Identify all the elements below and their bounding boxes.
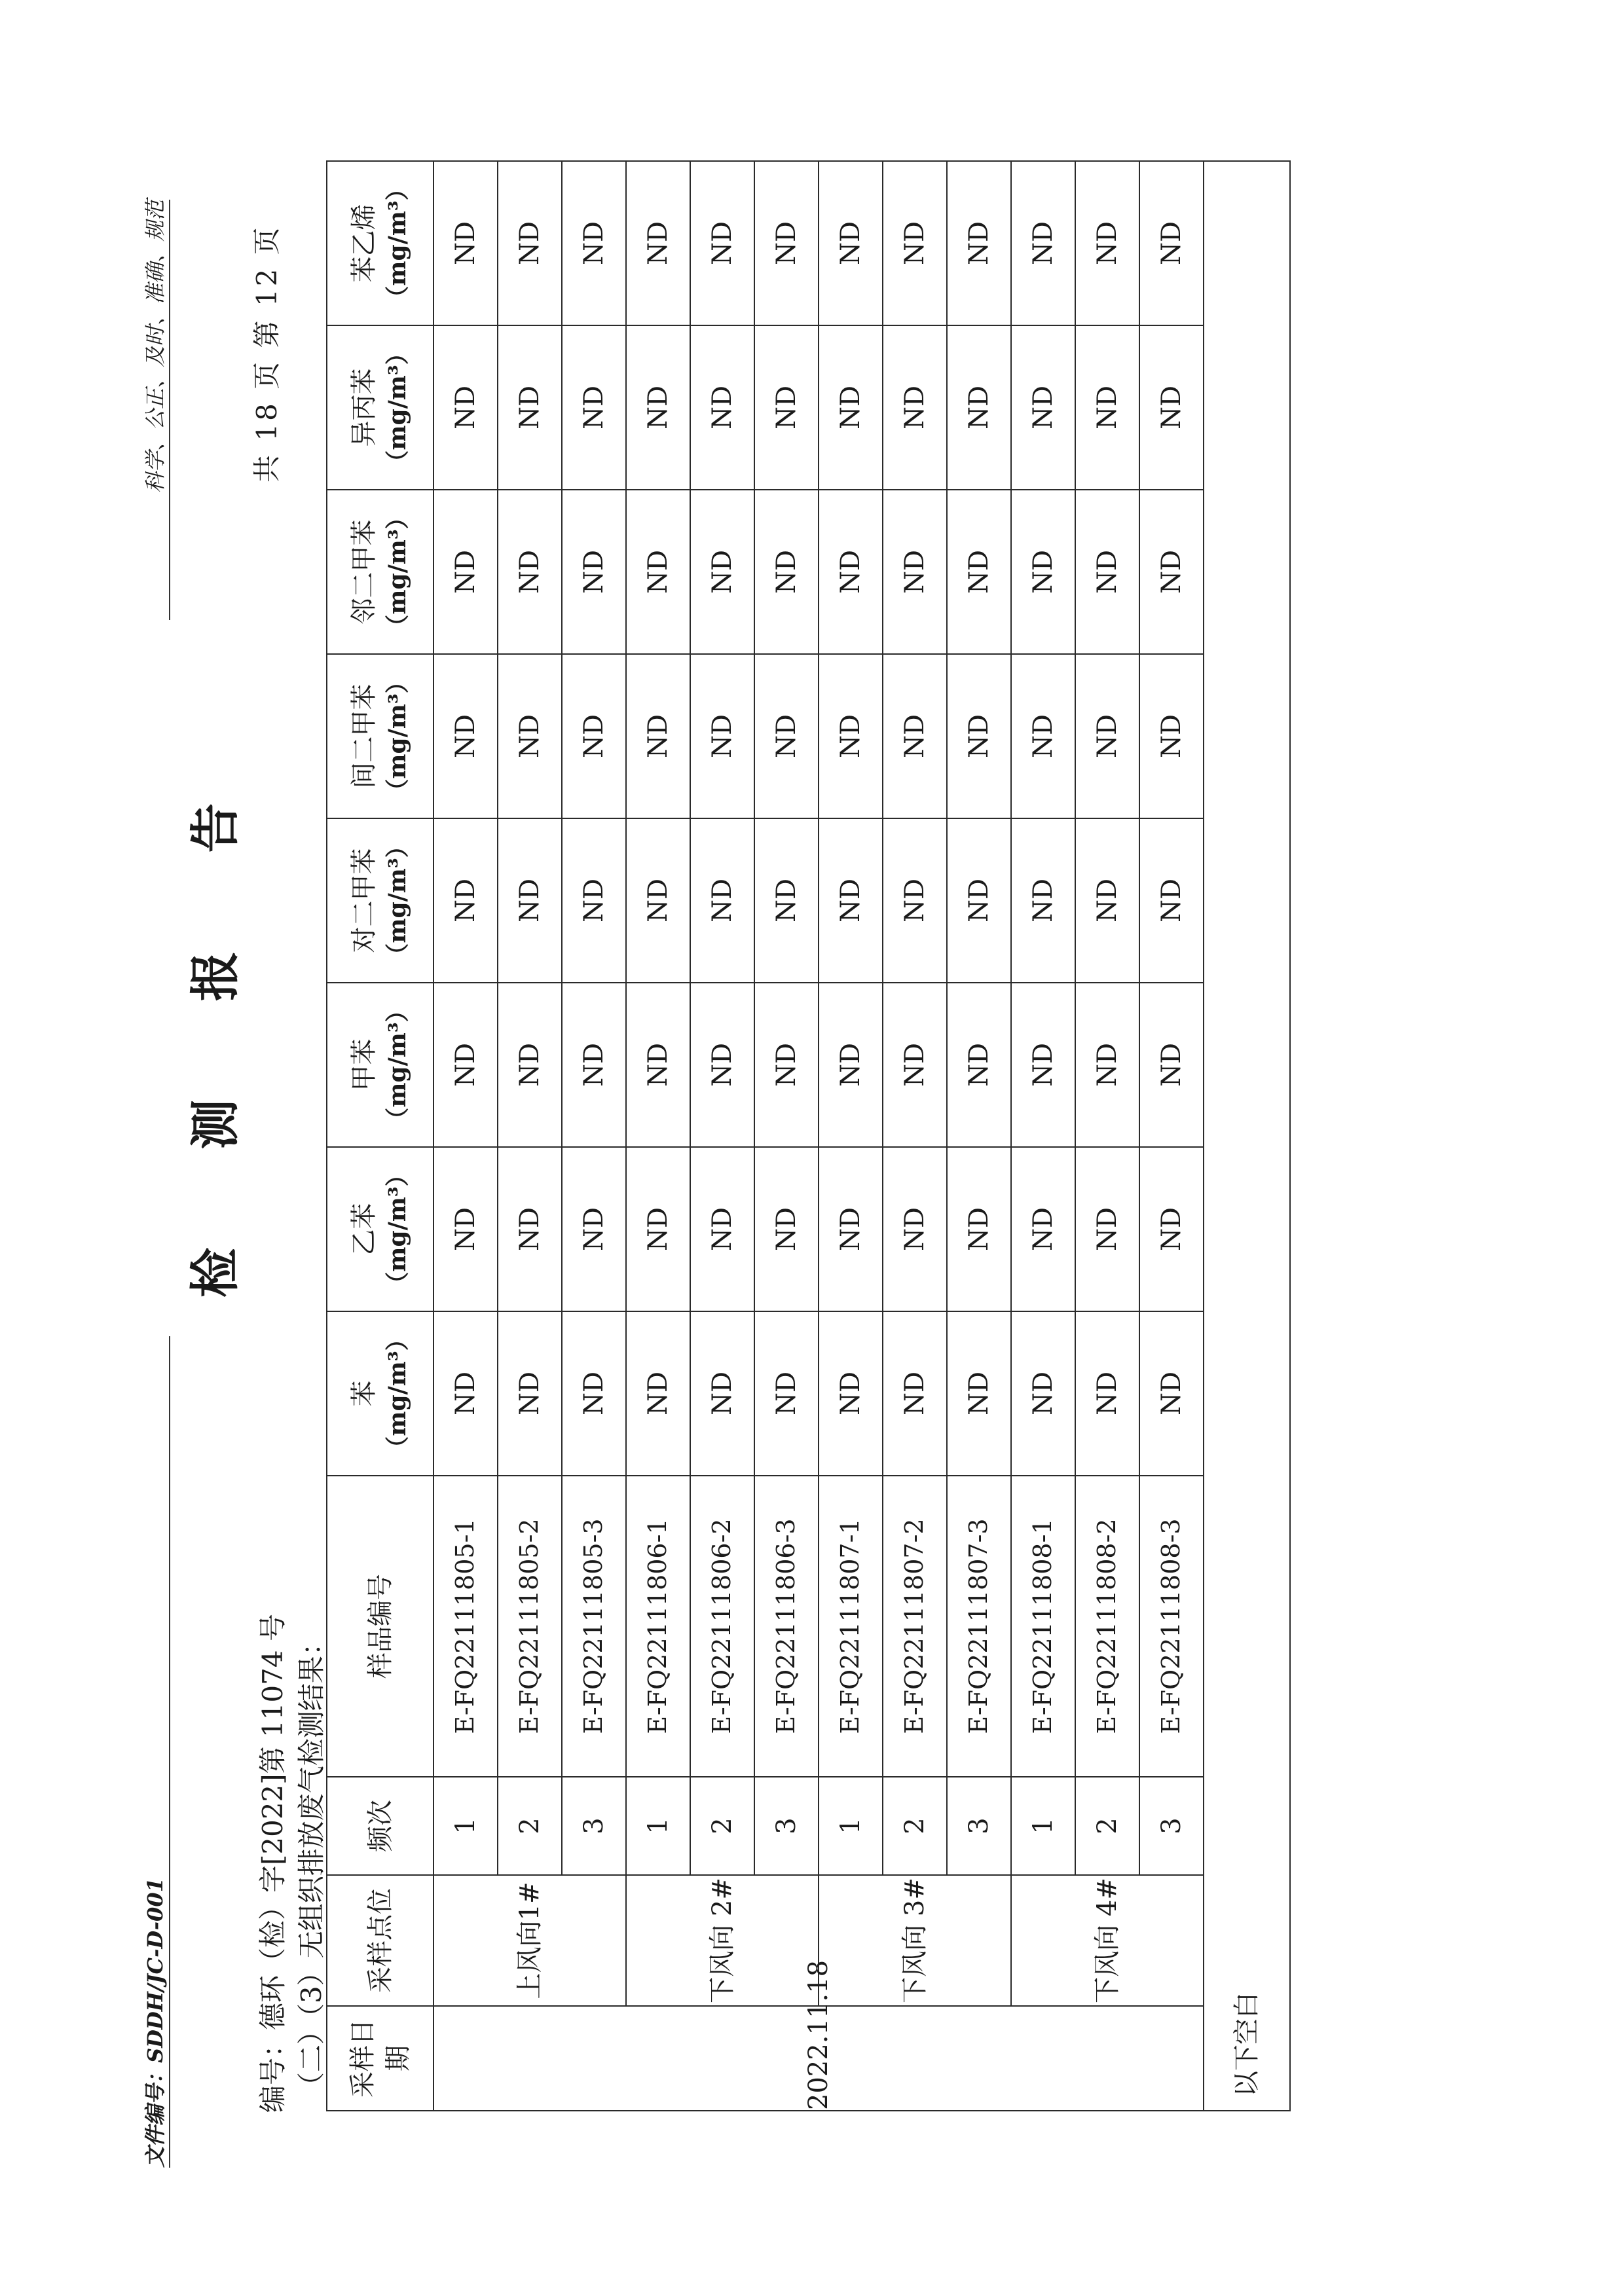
- result-value-cell: ND: [690, 1311, 754, 1476]
- result-value-cell: ND: [690, 161, 754, 325]
- result-value-cell: ND: [434, 325, 498, 490]
- result-value-cell: ND: [562, 1311, 626, 1476]
- sampling-point-cell: 下风向 4#: [1011, 1875, 1204, 2006]
- result-value-cell: ND: [1011, 161, 1075, 325]
- result-value-cell: ND: [498, 490, 562, 654]
- header-styrene: 苯乙烯 （mg/m³）: [327, 161, 434, 325]
- result-value-cell: ND: [434, 161, 498, 325]
- result-value-cell: ND: [690, 818, 754, 983]
- frequency-cell: 1: [626, 1777, 690, 1875]
- header-o-xylene: 邻二甲苯 （mg/m³）: [327, 490, 434, 654]
- result-value-cell: ND: [883, 818, 947, 983]
- result-value-cell: ND: [947, 983, 1011, 1147]
- result-value-cell: ND: [1011, 1311, 1075, 1476]
- result-value-cell: ND: [1139, 1311, 1204, 1476]
- result-value-cell: ND: [434, 1147, 498, 1311]
- sample-id-cell: E-FQ22111808-2: [1075, 1476, 1139, 1777]
- result-value-cell: ND: [819, 490, 883, 654]
- result-value-cell: ND: [690, 654, 754, 818]
- motto: 科学、公正、及时、准确、规范: [143, 200, 168, 494]
- table-row: [1139, 161, 1204, 2111]
- result-value-cell: ND: [883, 1311, 947, 1476]
- result-value-cell: ND: [754, 818, 819, 983]
- sample-id-cell: E-FQ22111805-1: [434, 1476, 498, 1777]
- result-value-cell: ND: [1075, 161, 1139, 325]
- result-value-cell: ND: [819, 654, 883, 818]
- result-value-cell: ND: [1075, 654, 1139, 818]
- report-number: 编号：德环（检）字[2022]第 11074 号: [257, 1614, 289, 2113]
- result-value-cell: ND: [498, 818, 562, 983]
- result-value-cell: ND: [626, 490, 690, 654]
- result-value-cell: ND: [626, 325, 690, 490]
- result-value-cell: ND: [947, 1147, 1011, 1311]
- report-title: 检 测 报 告: [186, 762, 244, 1298]
- result-value-cell: ND: [883, 325, 947, 490]
- results-table: [326, 160, 1291, 2111]
- unit-label: （mg/m³）: [384, 834, 412, 967]
- table-row: [947, 161, 1011, 2111]
- unit-label: （mg/m³）: [384, 1163, 412, 1296]
- result-value-cell: ND: [434, 490, 498, 654]
- table-row: [498, 161, 562, 2111]
- result-value-cell: ND: [626, 1147, 690, 1311]
- frequency-cell: 3: [947, 1777, 1011, 1875]
- result-value-cell: ND: [754, 983, 819, 1147]
- result-value-cell: ND: [1075, 1147, 1139, 1311]
- sampling-date-cell: 2022.11.18: [434, 2006, 1204, 2111]
- unit-label: （mg/m³）: [384, 670, 412, 803]
- unit-label: （mg/m³）: [384, 177, 412, 310]
- result-value-cell: ND: [1011, 325, 1075, 490]
- sampling-point-cell: 下风向 2#: [626, 1875, 819, 2006]
- result-value-cell: ND: [498, 1311, 562, 1476]
- header-rule: [169, 1336, 170, 2168]
- result-value-cell: ND: [498, 161, 562, 325]
- result-value-cell: ND: [883, 654, 947, 818]
- result-value-cell: ND: [947, 490, 1011, 654]
- result-value-cell: ND: [754, 490, 819, 654]
- result-value-cell: ND: [1011, 818, 1075, 983]
- result-value-cell: ND: [434, 983, 498, 1147]
- result-value-cell: ND: [1139, 818, 1204, 983]
- table-row: [1011, 161, 1075, 2111]
- frequency-cell: 1: [1011, 1777, 1075, 1875]
- result-value-cell: ND: [562, 1147, 626, 1311]
- result-value-cell: ND: [562, 325, 626, 490]
- unit-label: （mg/m³）: [384, 998, 412, 1131]
- frequency-cell: 2: [883, 1777, 947, 1875]
- blank-below-note: 以下空白: [1204, 161, 1290, 2111]
- result-value-cell: ND: [947, 654, 1011, 818]
- table-row: [434, 161, 498, 2111]
- unit-label: （mg/m³）: [384, 505, 412, 638]
- table-row: [1075, 161, 1139, 2111]
- table-row: [626, 161, 690, 2111]
- sample-id-cell: E-FQ22111807-3: [947, 1476, 1011, 1777]
- sample-id-cell: E-FQ22111807-1: [819, 1476, 883, 1777]
- unit-label: （mg/m³）: [384, 341, 412, 474]
- frequency-cell: 3: [754, 1777, 819, 1875]
- result-value-cell: ND: [883, 161, 947, 325]
- sample-id-cell: E-FQ22111806-3: [754, 1476, 819, 1777]
- result-value-cell: ND: [1139, 983, 1204, 1147]
- header-ethylbenzene: 乙苯 （mg/m³）: [327, 1147, 434, 1311]
- sample-id-cell: E-FQ22111807-2: [883, 1476, 947, 1777]
- result-value-cell: ND: [562, 161, 626, 325]
- result-value-cell: ND: [819, 1147, 883, 1311]
- result-value-cell: ND: [1139, 654, 1204, 818]
- result-value-cell: ND: [1075, 325, 1139, 490]
- result-value-cell: ND: [562, 654, 626, 818]
- result-value-cell: ND: [1011, 654, 1075, 818]
- sampling-point-cell: 上风向1#: [434, 1875, 626, 2006]
- result-value-cell: ND: [947, 1311, 1011, 1476]
- header-m-xylene: 间二甲苯 （mg/m³）: [327, 654, 434, 818]
- result-value-cell: ND: [819, 325, 883, 490]
- result-value-cell: ND: [819, 1311, 883, 1476]
- result-value-cell: ND: [626, 818, 690, 983]
- result-value-cell: ND: [1139, 325, 1204, 490]
- result-value-cell: ND: [434, 818, 498, 983]
- result-value-cell: ND: [883, 490, 947, 654]
- result-value-cell: ND: [1011, 983, 1075, 1147]
- result-value-cell: ND: [819, 818, 883, 983]
- page-info: 共 18 页 第 12 页: [251, 225, 283, 483]
- header-frequency: 频次: [327, 1777, 434, 1875]
- result-value-cell: ND: [690, 983, 754, 1147]
- footer-row: [1204, 161, 1290, 2111]
- result-value-cell: ND: [1139, 1147, 1204, 1311]
- result-value-cell: ND: [690, 325, 754, 490]
- result-value-cell: ND: [626, 654, 690, 818]
- result-value-cell: ND: [498, 325, 562, 490]
- result-value-cell: ND: [690, 1147, 754, 1311]
- header-rule: [169, 200, 170, 620]
- result-value-cell: ND: [498, 1147, 562, 1311]
- header-benzene: 苯 （mg/m³）: [327, 1311, 434, 1476]
- result-value-cell: ND: [947, 818, 1011, 983]
- result-value-cell: ND: [562, 818, 626, 983]
- table-row: [754, 161, 819, 2111]
- result-value-cell: ND: [883, 1147, 947, 1311]
- sample-id-cell: E-FQ22111806-1: [626, 1476, 690, 1777]
- table-row: [690, 161, 754, 2111]
- sample-id-cell: E-FQ22111806-2: [690, 1476, 754, 1777]
- result-value-cell: ND: [690, 490, 754, 654]
- table-row: [562, 161, 626, 2111]
- sample-id-cell: E-FQ22111805-3: [562, 1476, 626, 1777]
- sample-id-cell: E-FQ22111808-1: [1011, 1476, 1075, 1777]
- result-value-cell: ND: [1011, 490, 1075, 654]
- result-value-cell: ND: [947, 325, 1011, 490]
- results-body: [434, 161, 1204, 2111]
- sample-id-cell: E-FQ22111808-3: [1139, 1476, 1204, 1777]
- header-row: [327, 161, 434, 2111]
- frequency-cell: 3: [1139, 1777, 1204, 1875]
- header-date: 采样日期: [327, 2006, 434, 2111]
- result-value-cell: ND: [754, 1311, 819, 1476]
- frequency-cell: 1: [434, 1777, 498, 1875]
- result-value-cell: ND: [754, 1147, 819, 1311]
- result-value-cell: ND: [1139, 161, 1204, 325]
- result-value-cell: ND: [1011, 1147, 1075, 1311]
- sampling-point-cell: 下风向 3#: [819, 1875, 1011, 2006]
- header-p-xylene: 对二甲苯 （mg/m³）: [327, 818, 434, 983]
- result-value-cell: ND: [626, 161, 690, 325]
- result-value-cell: ND: [562, 983, 626, 1147]
- header-cumene: 异丙苯 （mg/m³）: [327, 325, 434, 490]
- file-code: 文件编号：SDDH/JC-D-001: [143, 1878, 168, 2168]
- result-value-cell: ND: [883, 983, 947, 1147]
- section-title: （二）（3）无组织排放废气检测结果：: [295, 1628, 327, 2100]
- table-row: [883, 161, 947, 2111]
- header-point: 采样点位: [327, 1875, 434, 2006]
- result-value-cell: ND: [498, 654, 562, 818]
- result-value-cell: ND: [947, 161, 1011, 325]
- result-value-cell: ND: [434, 1311, 498, 1476]
- result-value-cell: ND: [754, 654, 819, 818]
- unit-label: （mg/m³）: [384, 1327, 412, 1460]
- result-value-cell: ND: [498, 983, 562, 1147]
- result-value-cell: ND: [1075, 490, 1139, 654]
- result-value-cell: ND: [1075, 1311, 1139, 1476]
- result-value-cell: ND: [626, 1311, 690, 1476]
- result-value-cell: ND: [626, 983, 690, 1147]
- frequency-cell: 3: [562, 1777, 626, 1875]
- frequency-cell: 2: [498, 1777, 562, 1875]
- frequency-cell: 2: [690, 1777, 754, 1875]
- result-value-cell: ND: [434, 654, 498, 818]
- result-value-cell: ND: [1075, 983, 1139, 1147]
- sample-id-cell: E-FQ22111805-2: [498, 1476, 562, 1777]
- result-value-cell: ND: [1075, 818, 1139, 983]
- header-sample-id: 样品编号: [327, 1476, 434, 1777]
- result-value-cell: ND: [754, 325, 819, 490]
- table-row: [819, 161, 883, 2111]
- frequency-cell: 2: [1075, 1777, 1139, 1875]
- result-value-cell: ND: [819, 161, 883, 325]
- header-toluene: 甲苯 （mg/m³）: [327, 983, 434, 1147]
- frequency-cell: 1: [819, 1777, 883, 1875]
- result-value-cell: ND: [562, 490, 626, 654]
- result-value-cell: ND: [819, 983, 883, 1147]
- result-value-cell: ND: [1139, 490, 1204, 654]
- result-value-cell: ND: [754, 161, 819, 325]
